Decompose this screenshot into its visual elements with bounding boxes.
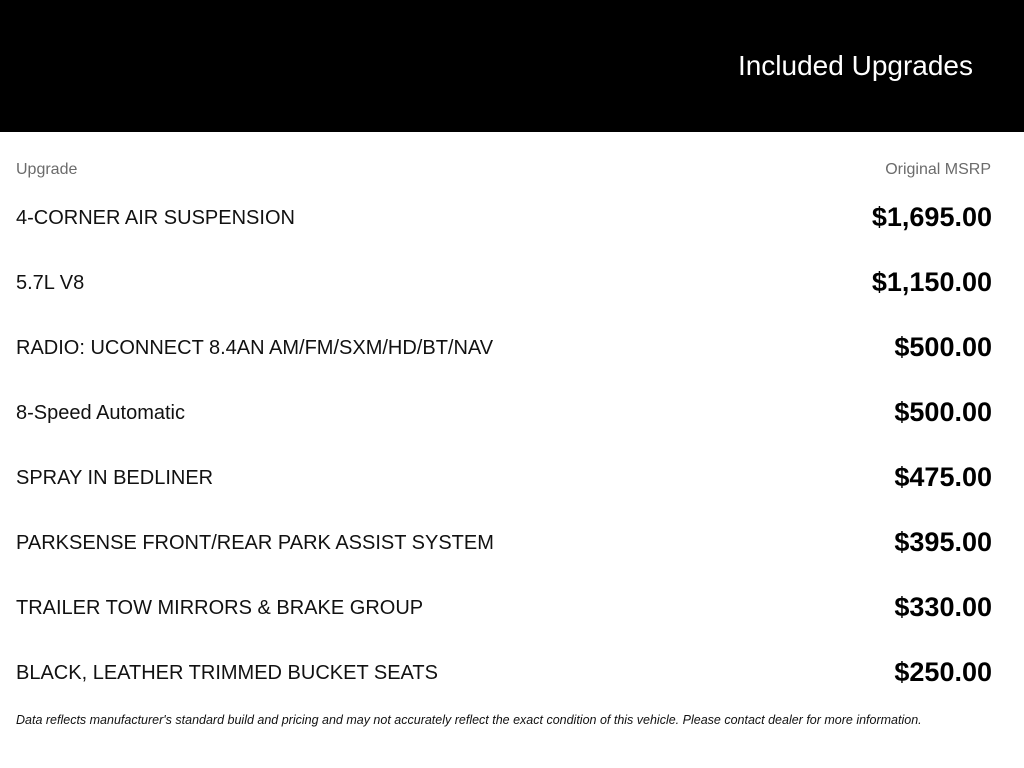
- upgrade-price: $475.00: [894, 462, 992, 492]
- upgrade-name: 8-Speed Automatic: [16, 402, 185, 424]
- upgrade-row: [0, 185, 1024, 250]
- upgrade-price: $250.00: [894, 657, 992, 687]
- upgrade-row: [0, 445, 1024, 510]
- page-title: Included Upgrades: [737, 50, 973, 81]
- upgrade-name: RADIO: UCONNECT 8.4AN AM/FM/SXM/HD/BT/NAV: [16, 337, 494, 359]
- upgrade-name: TRAILER TOW MIRRORS & BRAKE GROUP: [16, 597, 424, 619]
- upgrade-price: $1,695.00: [871, 202, 992, 232]
- upgrade-name: BLACK, LEATHER TRIMMED BUCKET SEATS: [16, 662, 438, 684]
- upgrade-row: [0, 575, 1024, 640]
- upgrade-row: [0, 250, 1024, 315]
- upgrade-price: $500.00: [894, 397, 992, 427]
- upgrade-price: $395.00: [894, 527, 992, 557]
- upgrade-row: [0, 640, 1024, 705]
- disclaimer-text: Data reflects manufacturer's standard build and pricing and may not accurately reflect the exact condition of this vehicle. Please contact dealer for more information.: [16, 713, 922, 727]
- upgrade-row: [0, 315, 1024, 380]
- upgrade-row: [0, 510, 1024, 575]
- column-header-msrp: Original MSRP: [885, 161, 991, 178]
- upgrade-price: $330.00: [894, 592, 992, 622]
- upgrade-name: 5.7L V8: [16, 272, 85, 294]
- upgrade-price: $500.00: [894, 332, 992, 362]
- upgrade-name: 4-CORNER AIR SUSPENSION: [16, 207, 295, 229]
- header-banner: [0, 0, 1024, 132]
- upgrade-row: [0, 380, 1024, 445]
- upgrades-list: [0, 185, 1024, 705]
- upgrade-name: SPRAY IN BEDLINER: [16, 467, 214, 489]
- upgrade-name: PARKSENSE FRONT/REAR PARK ASSIST SYSTEM: [16, 532, 494, 554]
- column-header-upgrade: Upgrade: [16, 161, 78, 178]
- upgrade-price: $1,150.00: [871, 267, 992, 297]
